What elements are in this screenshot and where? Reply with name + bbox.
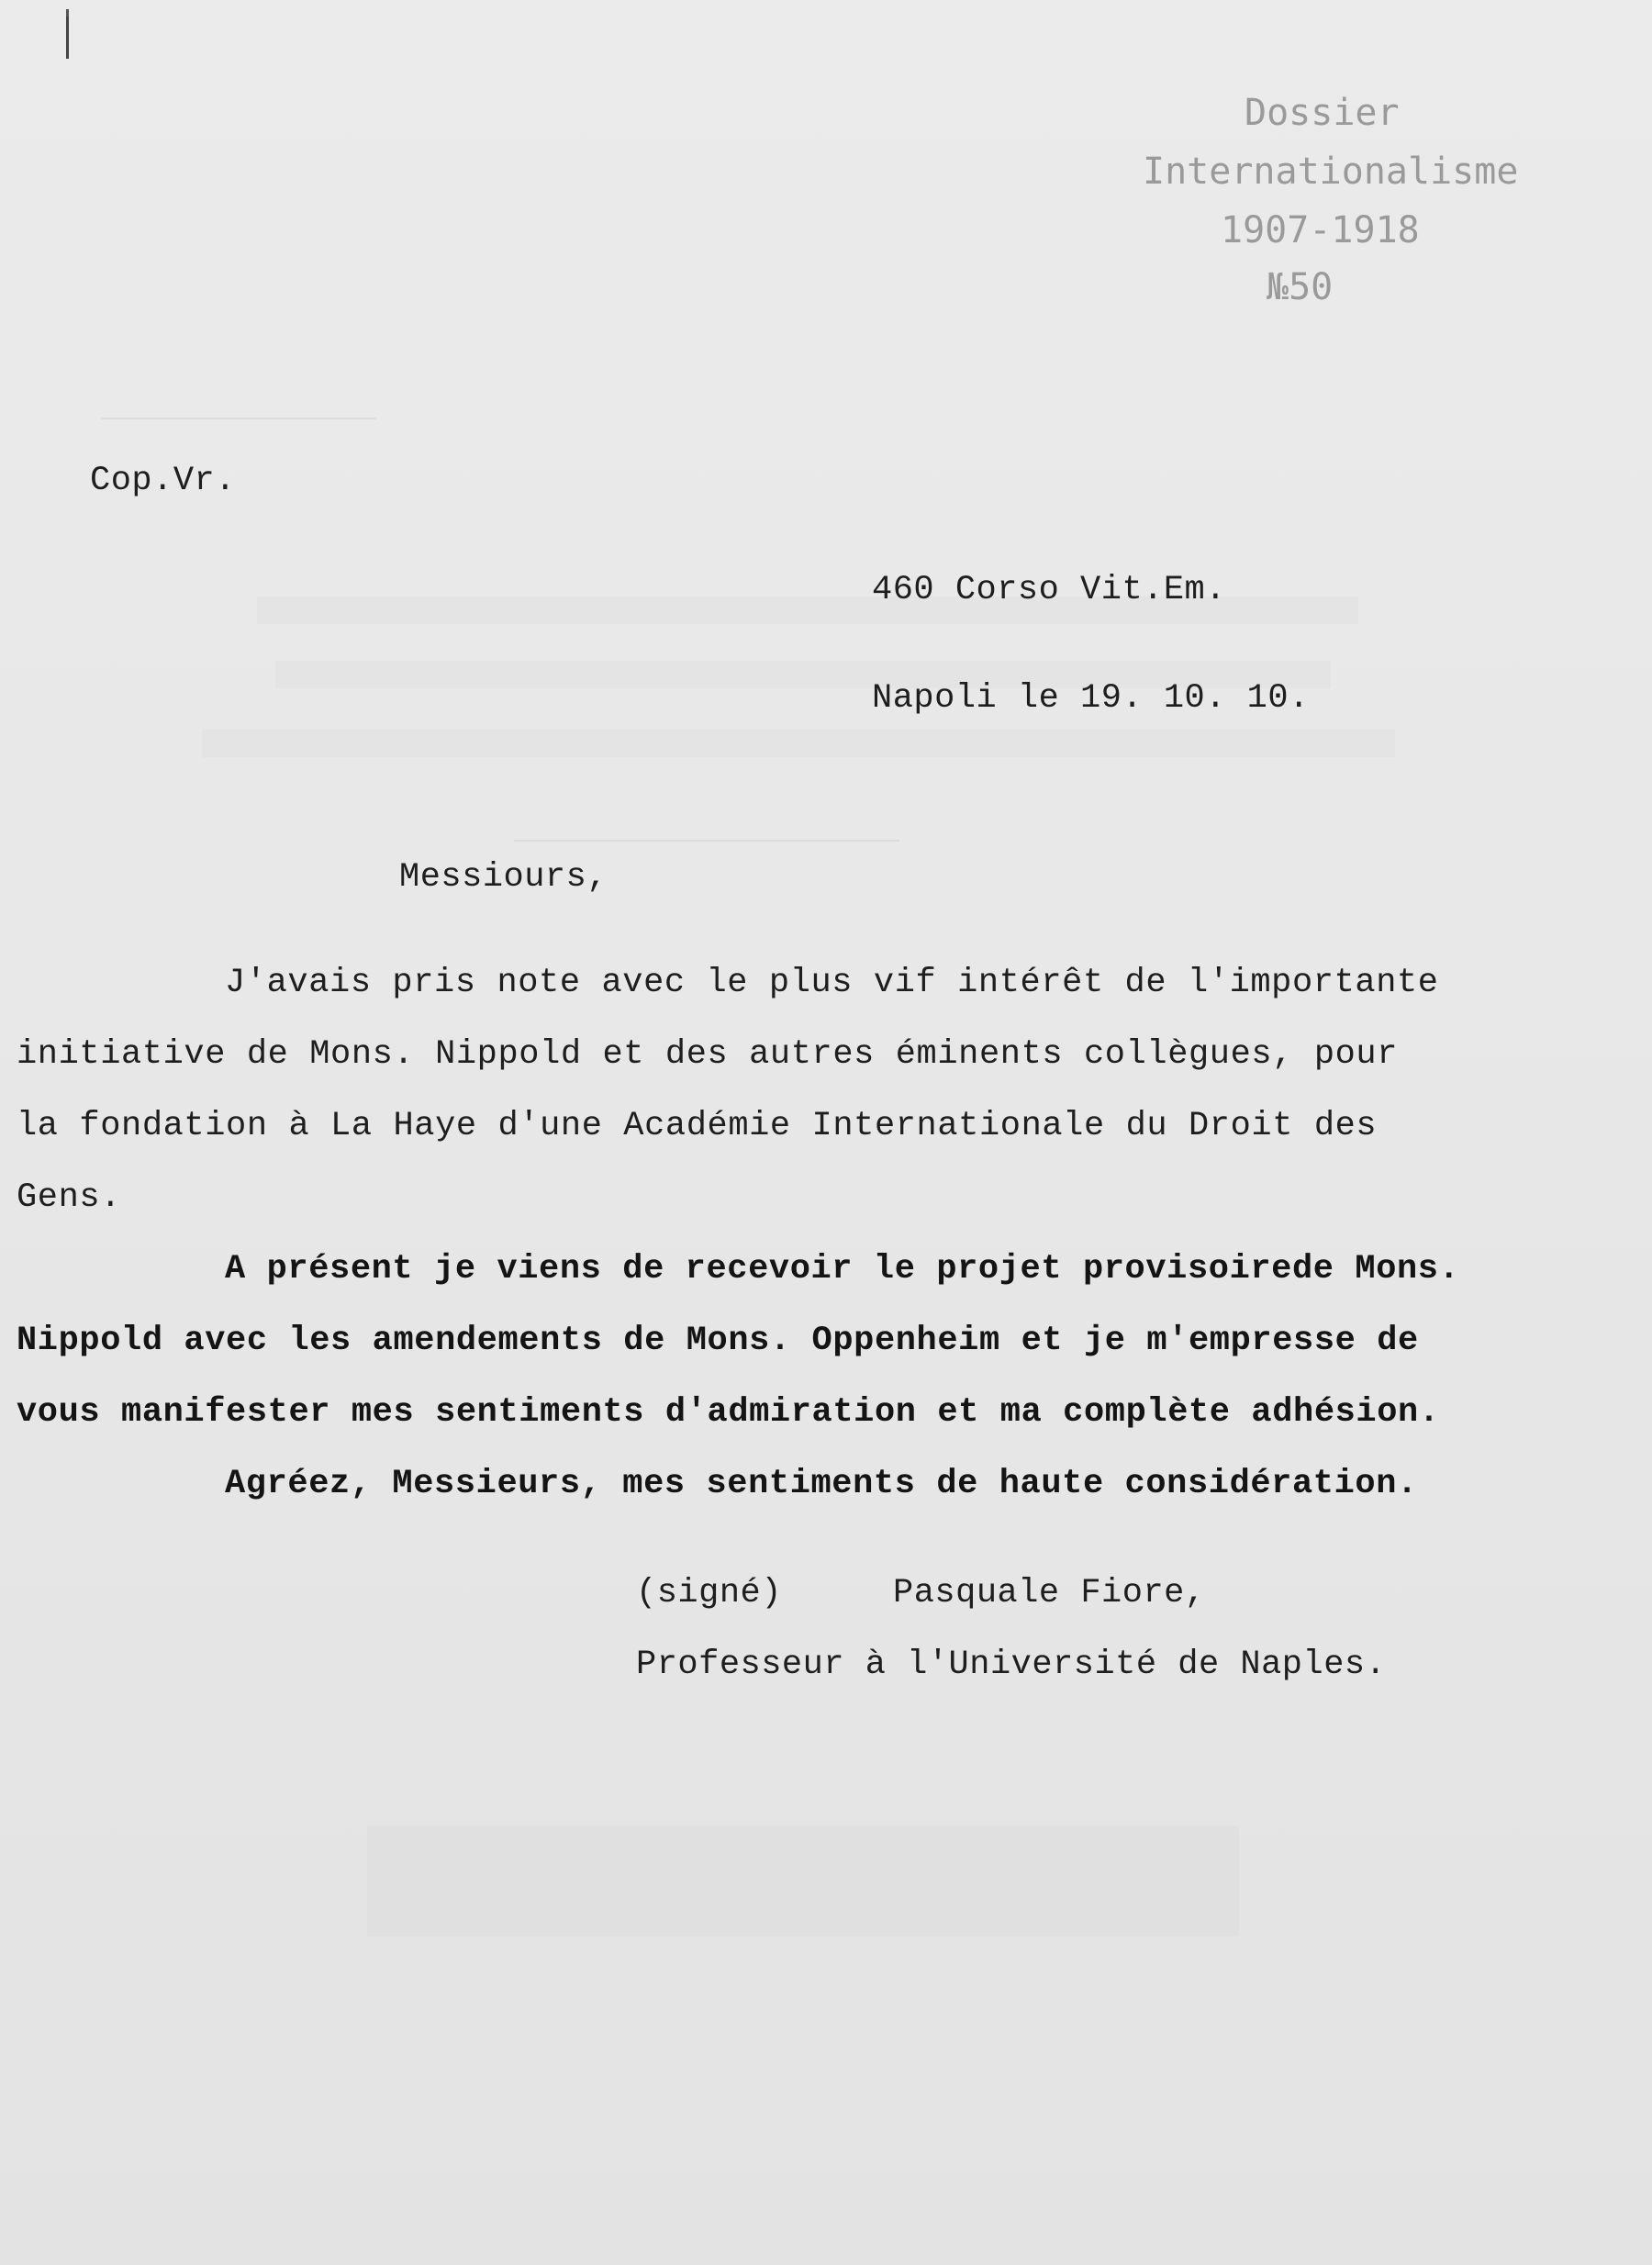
archive-stamp-title: Internationalisme (1143, 151, 1519, 193)
body-line: initiative de Mons. Nippold et des autres éminents collègues, pour (17, 1035, 1399, 1074)
body-line: la fondation à La Haye d'une Académie Internationale du Droit des (17, 1107, 1378, 1145)
body-line: J'avais pris note avec le plus vif intérêt de l'importante (225, 964, 1439, 1002)
salutation: Messiours, (399, 858, 608, 897)
edge-mark (66, 17, 69, 59)
edge-mark (66, 9, 69, 17)
show-through-rule (514, 840, 899, 842)
body-line: A présent je viens de recevoir le projet provisoirede Mons. (225, 1250, 1460, 1289)
place-date: Napoli le 19. 10. 10. (872, 679, 1310, 718)
copy-note: Cop.Vr. (90, 462, 236, 500)
show-through-shadow (202, 730, 1395, 757)
signer-name: Pasquale Fiore, (893, 1574, 1206, 1612)
show-through-shadow (367, 1826, 1239, 1936)
body-line: Nippold avec les amendements de Mons. Oppenheim et je m'empresse de (17, 1322, 1419, 1360)
body-line: Gens. (17, 1178, 122, 1217)
archive-stamp-years: 1907-1918 (1221, 209, 1420, 251)
show-through-rule (101, 418, 376, 419)
archive-stamp-dossier: Dossier (1245, 92, 1400, 134)
signer-title: Professeur à l'Université de Naples. (636, 1646, 1387, 1684)
signature-note: (signé) (636, 1574, 782, 1612)
archive-stamp-number: №50 (1267, 266, 1334, 308)
body-line: vous manifester mes sentiments d'admiration et ma complète adhésion. (17, 1393, 1440, 1432)
closing-line: Agréez, Messieurs, mes sentiments de haute considération. (225, 1465, 1418, 1503)
sender-address: 460 Corso Vit.Em. (872, 571, 1226, 609)
